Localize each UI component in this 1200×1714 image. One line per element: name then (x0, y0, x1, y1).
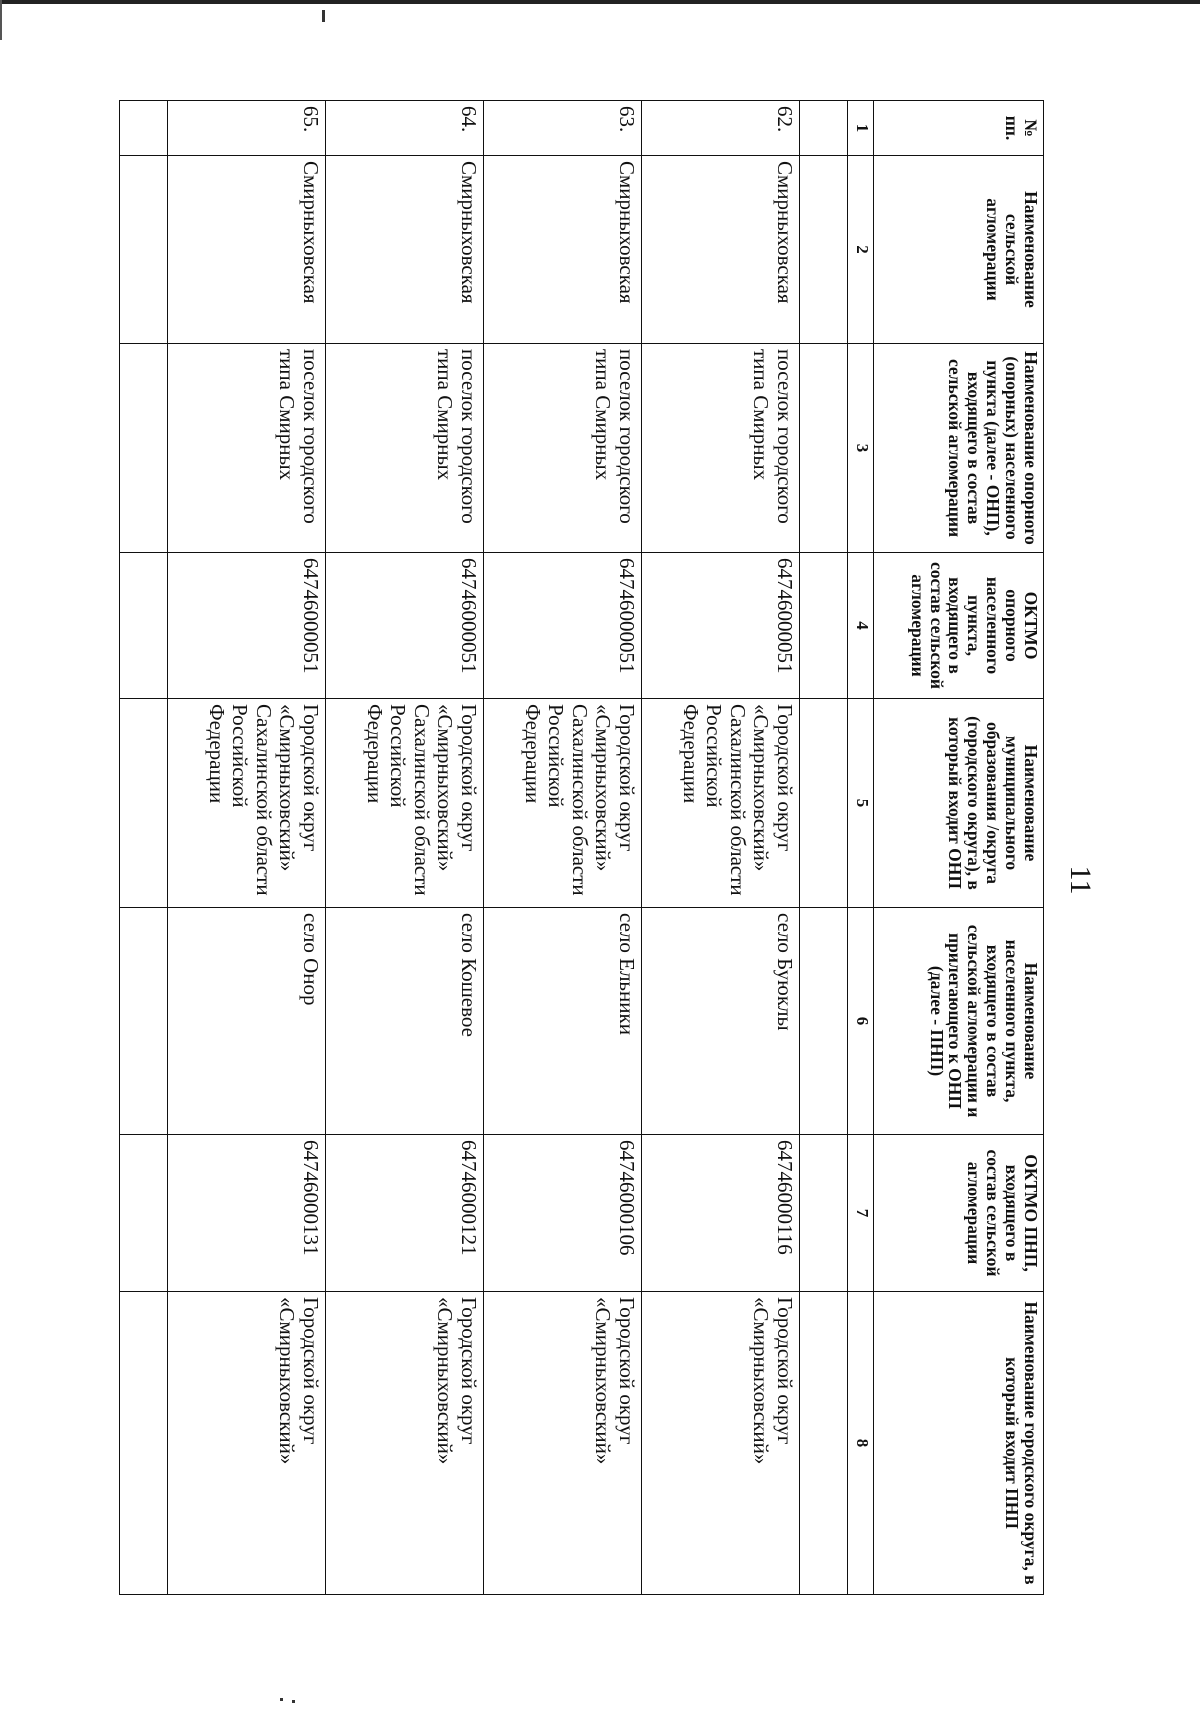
column-number-row (848, 101, 874, 1595)
scan-mark (322, 10, 325, 22)
cell-pnp: село Буюклы (642, 908, 800, 1135)
cell-onp: поселок городского типа Смирных (642, 344, 800, 553)
cell-agglomeration: Смирныховская (642, 156, 800, 344)
cell-pnp: село Кошевое (326, 908, 484, 1135)
page-number: 11 (1064, 865, 1097, 895)
scan-mark (292, 1700, 295, 1703)
table-cell (120, 101, 168, 156)
column-number: 3 (848, 344, 874, 553)
scan-edge-top (0, 0, 1200, 4)
cell-pnp-district: Городской округ «Смирныховский» (642, 1292, 800, 1595)
table-container (152, 100, 1044, 1594)
table-row (484, 101, 642, 1595)
cell-agglomeration: Смирныховская (484, 156, 642, 344)
cell-pnp-oktmo: 64746000106 (484, 1135, 642, 1292)
table-cell (800, 101, 848, 156)
cell-agglomeration: Смирныховская (168, 156, 326, 344)
cell-pnp-oktmo: 64746000116 (642, 1135, 800, 1292)
header-cell-pnp-oktmo: ОКТМО ПНП, входящего в состав сельской агломерации (874, 1135, 1044, 1292)
column-number: 6 (848, 908, 874, 1135)
table-row (326, 101, 484, 1595)
header-cell-onp-oktmo: ОКТМО опорного населенного пункта, входящего в состав сельской агломерации (874, 553, 1044, 699)
table-cell (120, 553, 168, 699)
cell-onp-oktmo: 64746000051 (168, 553, 326, 699)
column-number: 8 (848, 1292, 874, 1595)
table-cell (120, 699, 168, 908)
header-cell-agglomeration: Наименование сельской агломерации (874, 156, 1044, 344)
table-cell (120, 1135, 168, 1292)
table-cell (120, 1292, 168, 1595)
agglomeration-table (119, 100, 1044, 1595)
cell-onp: поселок городского типа Смирных (168, 344, 326, 553)
table-row-blank (800, 101, 848, 1595)
column-number: 5 (848, 699, 874, 908)
column-number: 2 (848, 156, 874, 344)
cell-pnp-district: Городской округ «Смирныховский» (484, 1292, 642, 1595)
scan-edge-left (0, 0, 2, 40)
table-cell (800, 699, 848, 908)
table-cell (800, 1135, 848, 1292)
table-row (642, 101, 800, 1595)
table-cell (800, 1292, 848, 1595)
table-row-blank (120, 101, 168, 1595)
cell-num: 64. (326, 101, 484, 156)
cell-pnp: село Ельники (484, 908, 642, 1135)
table-cell (800, 908, 848, 1135)
scan-mark (280, 1698, 283, 1701)
table-cell (800, 156, 848, 344)
header-cell-num: № пп. (874, 101, 1044, 156)
cell-onp-oktmo: 64746000051 (326, 553, 484, 699)
cell-onp-oktmo: 64746000051 (642, 553, 800, 699)
cell-pnp-district: Городской округ «Смирныховский» (168, 1292, 326, 1595)
header-cell-municipality: Наименование муниципального образования /округа (городского округа), в который входит ОНП (874, 699, 1044, 908)
cell-onp: поселок городского типа Смирных (484, 344, 642, 553)
cell-pnp-oktmo: 64746000121 (326, 1135, 484, 1292)
cell-municipality: Городской округ «Смирныховский» Сахалинской области Российской Федерации (484, 699, 642, 908)
table-cell (120, 908, 168, 1135)
cell-num: 63. (484, 101, 642, 156)
cell-municipality: Городской округ «Смирныховский» Сахалинской области Российской Федерации (168, 699, 326, 908)
column-number: 7 (848, 1135, 874, 1292)
header-cell-pnp: Наименование населенного пункта, входящего в состав сельской агломерации и прилегающего к ОНП (далее - ПНП) (874, 908, 1044, 1135)
cell-pnp-district: Городской округ «Смирныховский» (326, 1292, 484, 1595)
table-cell (800, 553, 848, 699)
table-cell (800, 344, 848, 553)
cell-onp: поселок городского типа Смирных (326, 344, 484, 553)
table-cell (120, 156, 168, 344)
cell-pnp-oktmo: 64746000131 (168, 1135, 326, 1292)
column-number: 4 (848, 553, 874, 699)
table-row (168, 101, 326, 1595)
table-cell (120, 344, 168, 553)
cell-municipality: Городской округ «Смирныховский» Сахалинской области Российской Федерации (642, 699, 800, 908)
header-row (874, 101, 1044, 1595)
column-number: 1 (848, 101, 874, 156)
cell-num: 62. (642, 101, 800, 156)
header-cell-pnp-district: Наименование городского округа, в который входит ПНП (874, 1292, 1044, 1595)
header-cell-onp: Наименование опорного (опорных) населенного пункта (далее - ОНП), входящего в состав сельской агломерации (874, 344, 1044, 553)
cell-municipality: Городской округ «Смирныховский» Сахалинской области Российской Федерации (326, 699, 484, 908)
cell-num: 65. (168, 101, 326, 156)
cell-agglomeration: Смирныховская (326, 156, 484, 344)
cell-pnp: село Онор (168, 908, 326, 1135)
cell-onp-oktmo: 64746000051 (484, 553, 642, 699)
